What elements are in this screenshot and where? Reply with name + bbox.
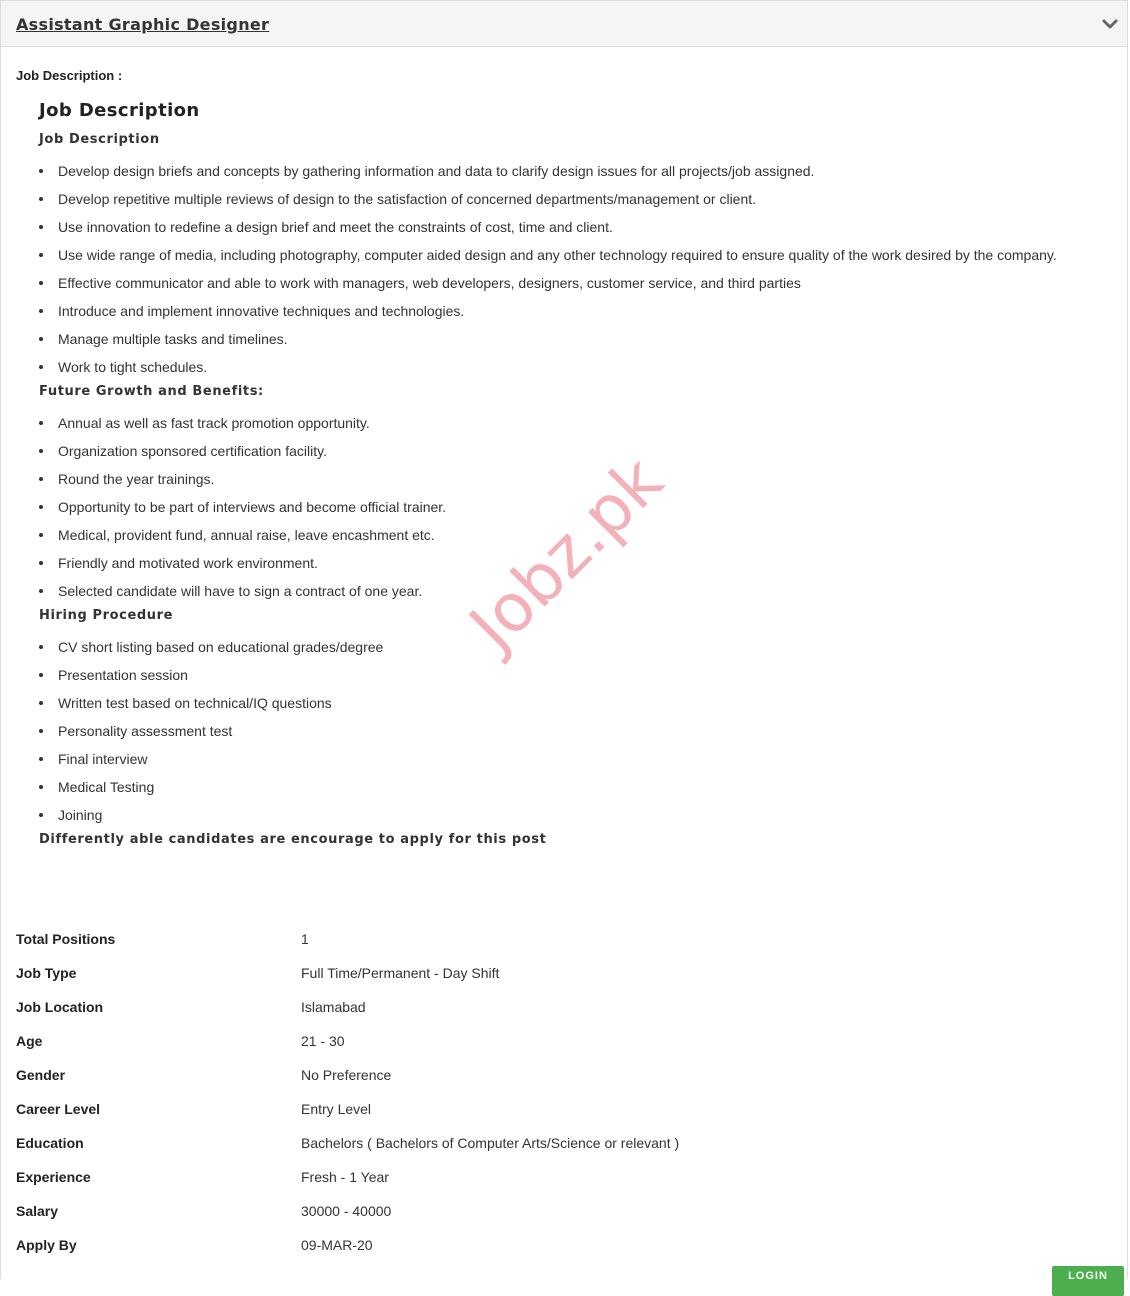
bullet-icon xyxy=(39,701,43,705)
detail-value: Islamabad xyxy=(301,999,366,1015)
detail-value: 09-MAR-20 xyxy=(301,1237,373,1253)
bullet-icon xyxy=(39,785,43,789)
detail-row xyxy=(16,956,1116,990)
list-item-text: Final interview xyxy=(58,751,148,767)
list-item-text: Effective communicator and able to work with managers, web developers, designers, customer service, and third parties xyxy=(58,275,801,291)
list-item xyxy=(39,437,1119,465)
list-item-text: Presentation session xyxy=(58,667,188,683)
list-item-text: Opportunity to be part of interviews and become official trainer. xyxy=(58,499,447,515)
bullet-icon xyxy=(39,309,43,313)
list-item-text: Introduce and implement innovative techniques and technologies. xyxy=(58,303,465,319)
detail-value: No Preference xyxy=(301,1067,392,1083)
list-item-text: Written test based on technical/IQ questions xyxy=(58,695,332,711)
detail-value: 30000 - 40000 xyxy=(301,1203,392,1219)
detail-value: Full Time/Permanent - Day Shift xyxy=(301,965,500,981)
bullet-icon xyxy=(39,533,43,537)
bullet-icon xyxy=(39,729,43,733)
content-heading: Job Description xyxy=(39,100,200,121)
detail-row xyxy=(16,1160,1116,1194)
bullet-icon xyxy=(39,477,43,481)
section-title: Job Description xyxy=(39,132,160,147)
list-item xyxy=(39,661,1119,689)
list-item xyxy=(39,213,1119,241)
job-title[interactable]: Assistant Graphic Designer xyxy=(16,15,270,34)
list-item xyxy=(39,269,1119,297)
detail-label: Job Location xyxy=(16,999,104,1015)
list-item xyxy=(39,577,1119,605)
detail-row xyxy=(16,990,1116,1024)
list-item xyxy=(39,801,1119,829)
detail-value: 1 xyxy=(301,931,309,947)
bullet-icon xyxy=(39,197,43,201)
list-item-text: Use wide range of media, including photography, computer aided design and any other technology required to ensure quality of the work desired by the company. xyxy=(58,247,1057,263)
job-details-table xyxy=(16,922,1116,1262)
list-item xyxy=(39,689,1119,717)
panel-header[interactable] xyxy=(1,1,1127,47)
bullet-icon xyxy=(39,281,43,285)
list-item xyxy=(39,241,1119,269)
detail-value: Bachelors ( Bachelors of Computer Arts/Science or relevant ) xyxy=(301,1135,680,1151)
list-item-text: Manage multiple tasks and timelines. xyxy=(58,331,288,347)
list-item xyxy=(39,493,1119,521)
detail-label: Apply By xyxy=(16,1237,77,1253)
bullet-icon xyxy=(39,757,43,761)
bullet-icon xyxy=(39,169,43,173)
section-list xyxy=(39,157,1119,381)
chevron-down-icon[interactable] xyxy=(1101,15,1119,33)
bullet-icon xyxy=(39,421,43,425)
footer-note: Differently able candidates are encourage to apply for this post xyxy=(39,832,547,847)
list-item xyxy=(39,745,1119,773)
list-item-text: Round the year trainings. xyxy=(58,471,215,487)
bullet-icon xyxy=(39,505,43,509)
list-item-text: Develop design briefs and concepts by gathering information and data to clarify design issues for all projects/job assigned. xyxy=(58,163,815,179)
detail-row xyxy=(16,1228,1116,1262)
bullet-icon xyxy=(39,561,43,565)
list-item xyxy=(39,185,1119,213)
bullet-icon xyxy=(39,337,43,341)
section-title: Hiring Procedure xyxy=(39,608,174,623)
list-item-text: Medical Testing xyxy=(58,779,155,795)
detail-row xyxy=(16,922,1116,956)
list-item-text: Joining xyxy=(58,807,103,823)
list-item xyxy=(39,297,1119,325)
list-item xyxy=(39,773,1119,801)
detail-row xyxy=(16,1092,1116,1126)
detail-value: 21 - 30 xyxy=(301,1033,345,1049)
list-item xyxy=(39,521,1119,549)
detail-label: Gender xyxy=(16,1067,66,1083)
list-item xyxy=(39,717,1119,745)
detail-row xyxy=(16,1126,1116,1160)
bullet-icon xyxy=(39,673,43,677)
bullet-icon xyxy=(39,813,43,817)
detail-row xyxy=(16,1194,1116,1228)
list-item xyxy=(39,549,1119,577)
list-item-text: Selected candidate will have to sign a contract of one year. xyxy=(58,583,423,599)
list-item-text: Develop repetitive multiple reviews of design to the satisfaction of concerned departments/management or client. xyxy=(58,191,757,207)
list-item xyxy=(39,633,1119,661)
detail-label: Total Positions xyxy=(16,931,116,947)
detail-value: Fresh - 1 Year xyxy=(301,1169,389,1185)
list-item-text: Personality assessment test xyxy=(58,723,233,739)
detail-label: Career Level xyxy=(16,1101,101,1117)
list-item-text: Organization sponsored certification facility. xyxy=(58,443,327,459)
list-item xyxy=(39,409,1119,437)
bullet-icon xyxy=(39,365,43,369)
list-item-text: Annual as well as fast track promotion opportunity. xyxy=(58,415,370,431)
list-item xyxy=(39,353,1119,381)
bullet-icon xyxy=(39,645,43,649)
detail-row xyxy=(16,1024,1116,1058)
detail-row xyxy=(16,1058,1116,1092)
bullet-icon xyxy=(39,589,43,593)
list-item xyxy=(39,465,1119,493)
section-list xyxy=(39,633,1119,829)
list-item-text: Friendly and motivated work environment. xyxy=(58,555,318,571)
list-item-text: CV short listing based on educational grades/degree xyxy=(58,639,384,655)
section-title: Future Growth and Benefits: xyxy=(39,384,264,399)
bullet-icon xyxy=(39,225,43,229)
bullet-icon xyxy=(39,449,43,453)
list-item-text: Use innovation to redefine a design brief and meet the constraints of cost, time and client. xyxy=(58,219,613,235)
section-list xyxy=(39,409,1119,605)
login-button[interactable]: LOGIN xyxy=(1052,1266,1124,1296)
list-item xyxy=(39,157,1119,185)
list-item-text: Medical, provident fund, annual raise, leave encashment etc. xyxy=(58,527,435,543)
detail-label: Salary xyxy=(16,1203,59,1219)
list-item xyxy=(39,325,1119,353)
detail-label: Age xyxy=(16,1033,43,1049)
job-description-content xyxy=(39,99,1119,851)
detail-value: Entry Level xyxy=(301,1101,372,1117)
detail-label: Experience xyxy=(16,1169,91,1185)
job-description-label: Job Description : xyxy=(16,68,123,83)
detail-label: Education xyxy=(16,1135,84,1151)
bullet-icon xyxy=(39,253,43,257)
watermark: Jobz.pk xyxy=(455,442,678,665)
list-item-text: Work to tight schedules. xyxy=(58,359,208,375)
detail-label: Job Type xyxy=(16,965,77,981)
